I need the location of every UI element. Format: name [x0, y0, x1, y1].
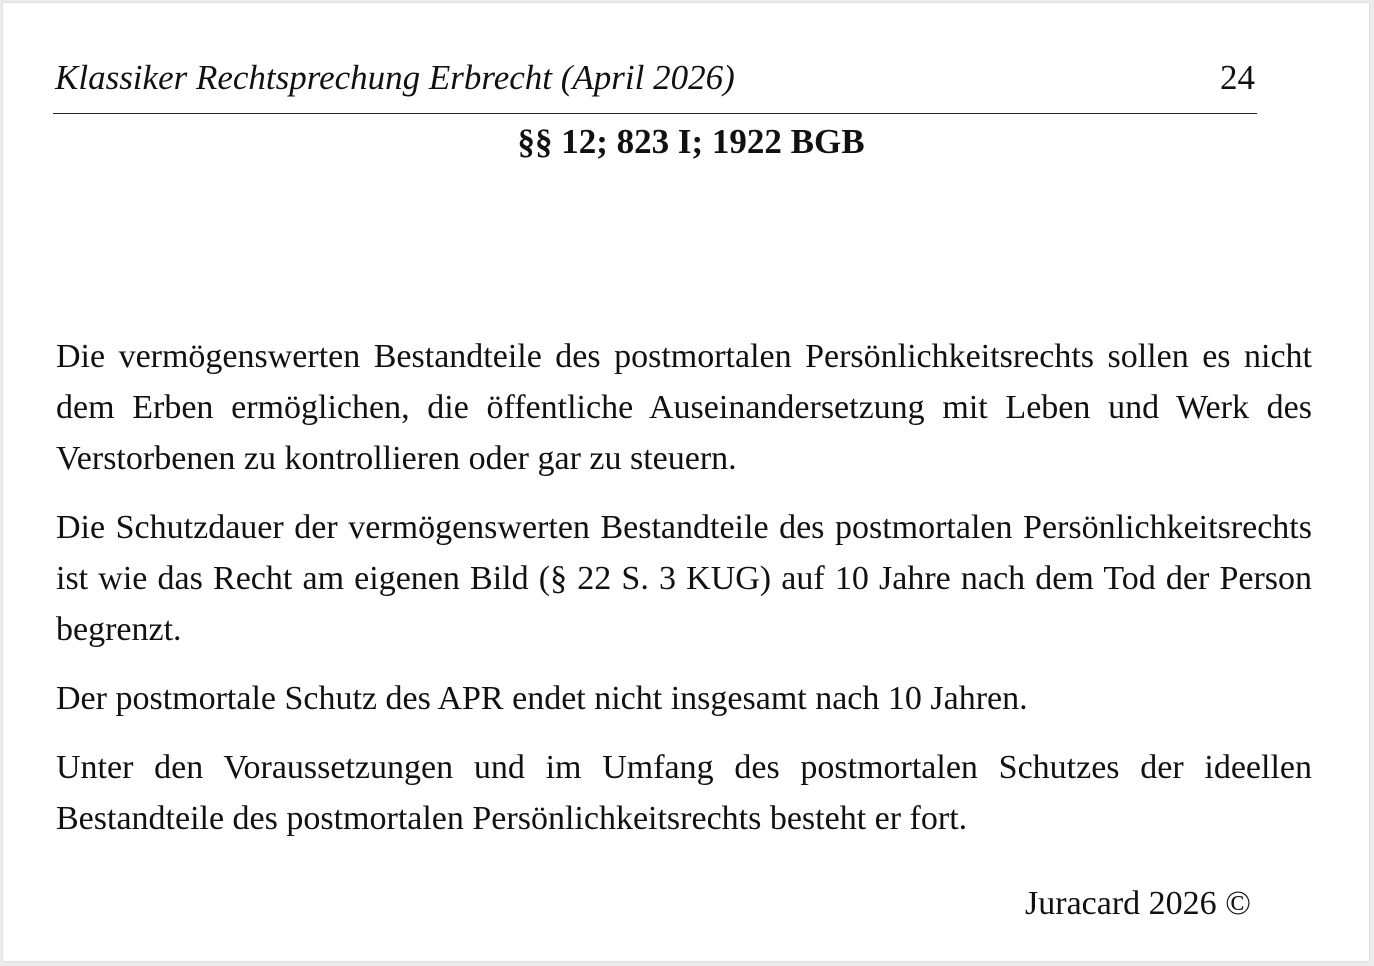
paragraph-1: Die vermögenswerten Bestandteile des postmortalen Persönlichkeitsrechts sollen es nicht dem Erben ermöglichen, die öffentliche Auseinandersetzung mit Leben und Werk des Verstorbenen zu kontrollieren oder gar zu steuern. — [56, 338, 1312, 477]
paragraph-3: Der postmortale Schutz des APR endet nicht insgesamt nach 10 Jahren. — [56, 680, 1028, 717]
flashcard — [3, 3, 1369, 961]
page-number: 24 — [1220, 58, 1255, 97]
legal-norms-heading: §§ 12; 823 I; 1922 BGB — [517, 122, 865, 161]
card-header — [53, 55, 1257, 114]
paragraph-2: Die Schutzdauer der vermögenswerten Bestandteile des postmortalen Persönlichkeitsrechts ist wie das Recht am eigenen Bild (§ 22 S. 3 KUG) auf 10 Jahre nach dem Tod der Person begrenzt. — [56, 509, 1312, 648]
collection-title: Klassiker Rechtsprechung Erbrecht (April 2026) — [55, 58, 735, 97]
card-body — [56, 331, 1312, 862]
paragraph-4: Unter den Voraussetzungen und im Umfang des postmortalen Schutzes der ideellen Bestandteile des postmortalen Persönlichkeitsrechts besteht er fort. — [56, 749, 1312, 837]
copyright-footer: Juracard 2026 © — [1025, 885, 1251, 922]
